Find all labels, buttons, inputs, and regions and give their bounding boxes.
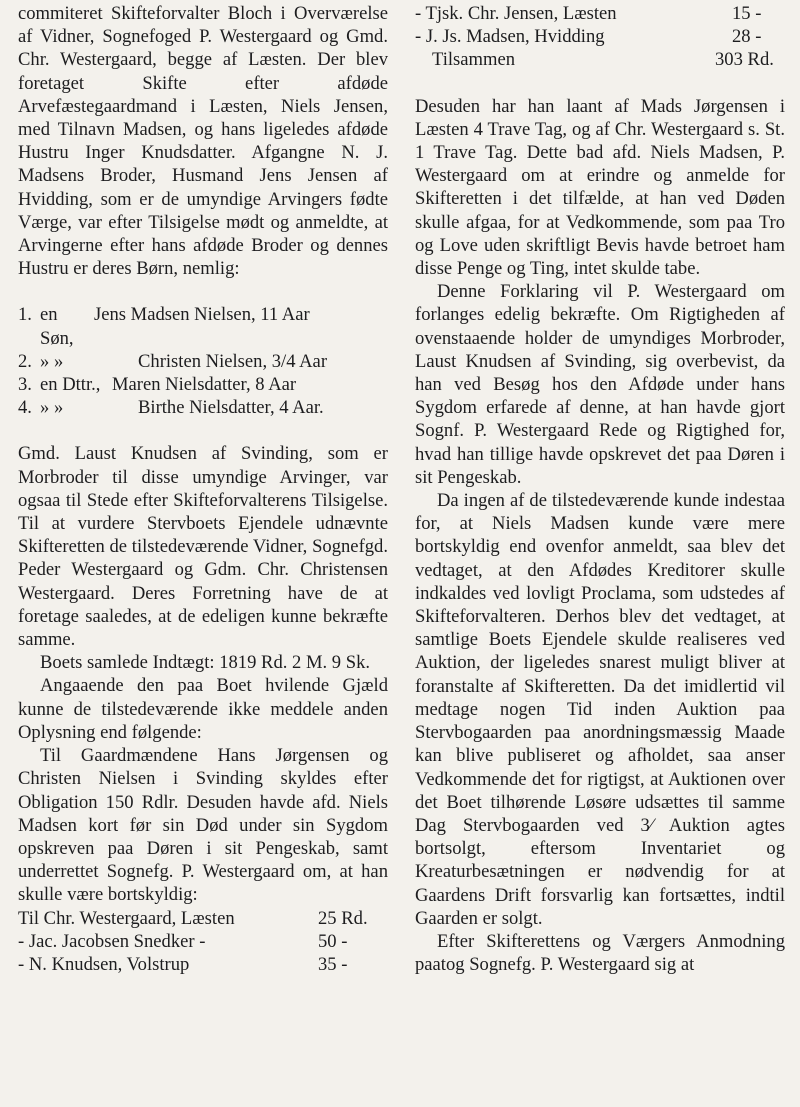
paragraph: Til Gaardmændene Hans Jørgensen og Christen Nielsen i Svinding skyldes efter Obligation 150 Rdlr. Desuden havde afd. Niels Madsen kort før sin Død under sin Sygdom opskreven paa Døren i sit Pengeskab, samt underrettet Sognefg. P. Westergaard om, at han skulle være bortskyldig:	[18, 745, 388, 906]
paragraph: Angaaende den paa Boet hvilende Gjæld kunne de tilstedeværende ikke meddele anden Oplysning end følgende:	[18, 675, 388, 743]
left-column	[18, 2, 388, 976]
debt-row	[18, 930, 388, 953]
paragraph: Gmd. Laust Knudsen af Svinding, som er Morbroder til disse umyndige Arvinger, var ogsaa til Stede efter Skifteforvalterens Tilsigelse. Til at vurdere Stervboets Ejendele udnævnte Skifteretten de tilstedeværende Vidner, Sognefgd. Peder Westergaard og Gdm. Chr. Christensen Westergaard. Deres Forretning have de at foretage saaledes, at de edeligen kunne bekræfte samme.	[18, 443, 388, 651]
list-item	[18, 396, 388, 419]
list-text: Maren Nielsdatter, 8 Aar	[112, 374, 297, 396]
list-item	[18, 373, 388, 396]
debt-total-amount: 303 Rd.	[715, 49, 774, 71]
paragraph: Boets samlede Indtægt: 1819 Rd. 2 M. 9 Sk.	[40, 652, 371, 674]
list-text: Jens Madsen Nielsen, 11 Aar	[94, 304, 310, 326]
paragraph: Efter Skifterettens og Værgers Anmodning paatog Sognefg. P. Westergaard sig at	[415, 930, 785, 976]
list-relation: en Søn,	[40, 304, 74, 349]
list-text: Birthe Nielsdatter, 4 Aar.	[138, 397, 324, 419]
list-number: 4.	[18, 397, 32, 419]
spacer	[18, 280, 388, 303]
debt-creditor: - Tjsk. Chr. Jensen, Læsten	[415, 3, 617, 24]
debt-creditor: - N. Knudsen, Volstrup	[18, 953, 190, 975]
list-relation: » »	[40, 397, 64, 419]
list-relation: » »	[40, 350, 64, 372]
debt-creditor: - J. Js. Madsen, Hvidding	[415, 26, 605, 48]
paragraph: Denne Forklaring vil P. Westergaard om forlanges edelig bekræfte. Om Rigtigheden af ovenstaaende holder de umyndiges Morbroder, Laust Knudsen af Svinding, sig overbevist, da han ved Besøg hos den Afdøde under hans Sygdom erfarede af denne, at han havde gjort Sognf. P. Westergaard Rede og Rigtighed for, hvad han tillige havde opskrevet det paa Døren i sit Pengeskab.	[415, 281, 785, 488]
debt-total-label: Tilsammen	[432, 49, 515, 71]
debt-list-continued	[415, 2, 785, 72]
list-number: 1.	[18, 304, 32, 326]
list-text: Christen Nielsen, 3/4 Aar	[138, 350, 328, 372]
debt-creditor: Til Chr. Westergaard, Læsten	[18, 907, 235, 929]
list-number: 3.	[18, 374, 32, 396]
debt-amount: 15 -	[732, 3, 762, 24]
debt-creditor: - Jac. Jacobsen Snedker -	[18, 930, 206, 952]
debt-row	[415, 25, 785, 48]
list-item	[18, 303, 388, 349]
debt-row	[18, 907, 388, 930]
debt-row	[18, 953, 388, 976]
heirs-list	[18, 303, 388, 419]
debt-amount: 35 -	[318, 953, 348, 975]
paragraph: Da ingen af de tilstedeværende kunde indestaa for, at Niels Madsen kunde være mere bortskyldig end ovenfor anmeldt, saa blev det vedtaget, at den Afdødes Kreditorer skulle indkaldes ved lovligt Proclama, som udstedes af Skifteforvalteren. Derhos blev det vedtaget, at samtlige Boets Ejendele skulde realiseres ved Auktion, der ligeledes snarest muligt bliver at foranstalte af Skifteretten. Da det imidlertid vil medtage nogen Tid inden Auktion paa Stervbogaarden paa anordningsmæssig Maade kan blive publiseret og afholdet, saa anser Vedkommende det for rigtigst, at Auktionen over det Boet tilhørende Løsøre udsættes til samme Dag Stervbogaarden ved 3⁄ Auktion agtes bortsolgt, eftersom Inventariet og Kreaturbesætningen er nødvendig for at Gaardens Drift forsvarlig kan fortsættes, indtil Gaarden er solgt.	[415, 490, 785, 929]
list-number: 2.	[18, 350, 32, 372]
debt-amount: 50 -	[318, 930, 348, 952]
debt-row	[415, 2, 785, 25]
right-column	[415, 2, 785, 976]
paragraph: commiteret Skifteforvalter Bloch i Overværelse af Vidner, Sognefoged P. Westergaard og Gmd. Chr. Westergaard, begge af Læsten. Der blev foretaget Skifte efter afdøde Arvefæstegaardmand i Læsten, Niels Jensen, med Tilnavn Madsen, og hans ligeledes afdøde Hustru Inger Knudsdatter. Afgangne N. J. Madsens Broder, Husmand Jens Jensen af Hvidding, som er de umyndige Arvingers fødte Værge, var efter Tilsigelse mødt og anmeldte, at Arvingerne efter hans afdøde Broder og dennes Hustru er deres Børn, nemlig:	[18, 3, 388, 280]
debt-total-row	[415, 48, 785, 71]
list-relation: en Dttr.,	[40, 374, 101, 396]
spacer	[18, 419, 388, 442]
paragraph: Desuden har han laant af Mads Jørgensen i Læsten 4 Trave Tag, og af Chr. Westergaard s. St. 1 Trave Tag. Dette bad afd. Niels Madsen, P. Westergaard om at erindre og anmelde for Skifteretten i det tilfælde, at han ved Døden skulle afgaa, for at Vedkommende, som paa Tro og Love uden skriftligt Bevis havde betroet ham disse Penge og Ting, intet skulde tabe.	[415, 95, 785, 280]
spacer	[415, 72, 785, 95]
debt-amount: 25 Rd.	[318, 907, 368, 929]
list-item	[18, 350, 388, 373]
debt-list	[18, 907, 388, 977]
debt-amount: 28 -	[732, 26, 762, 48]
